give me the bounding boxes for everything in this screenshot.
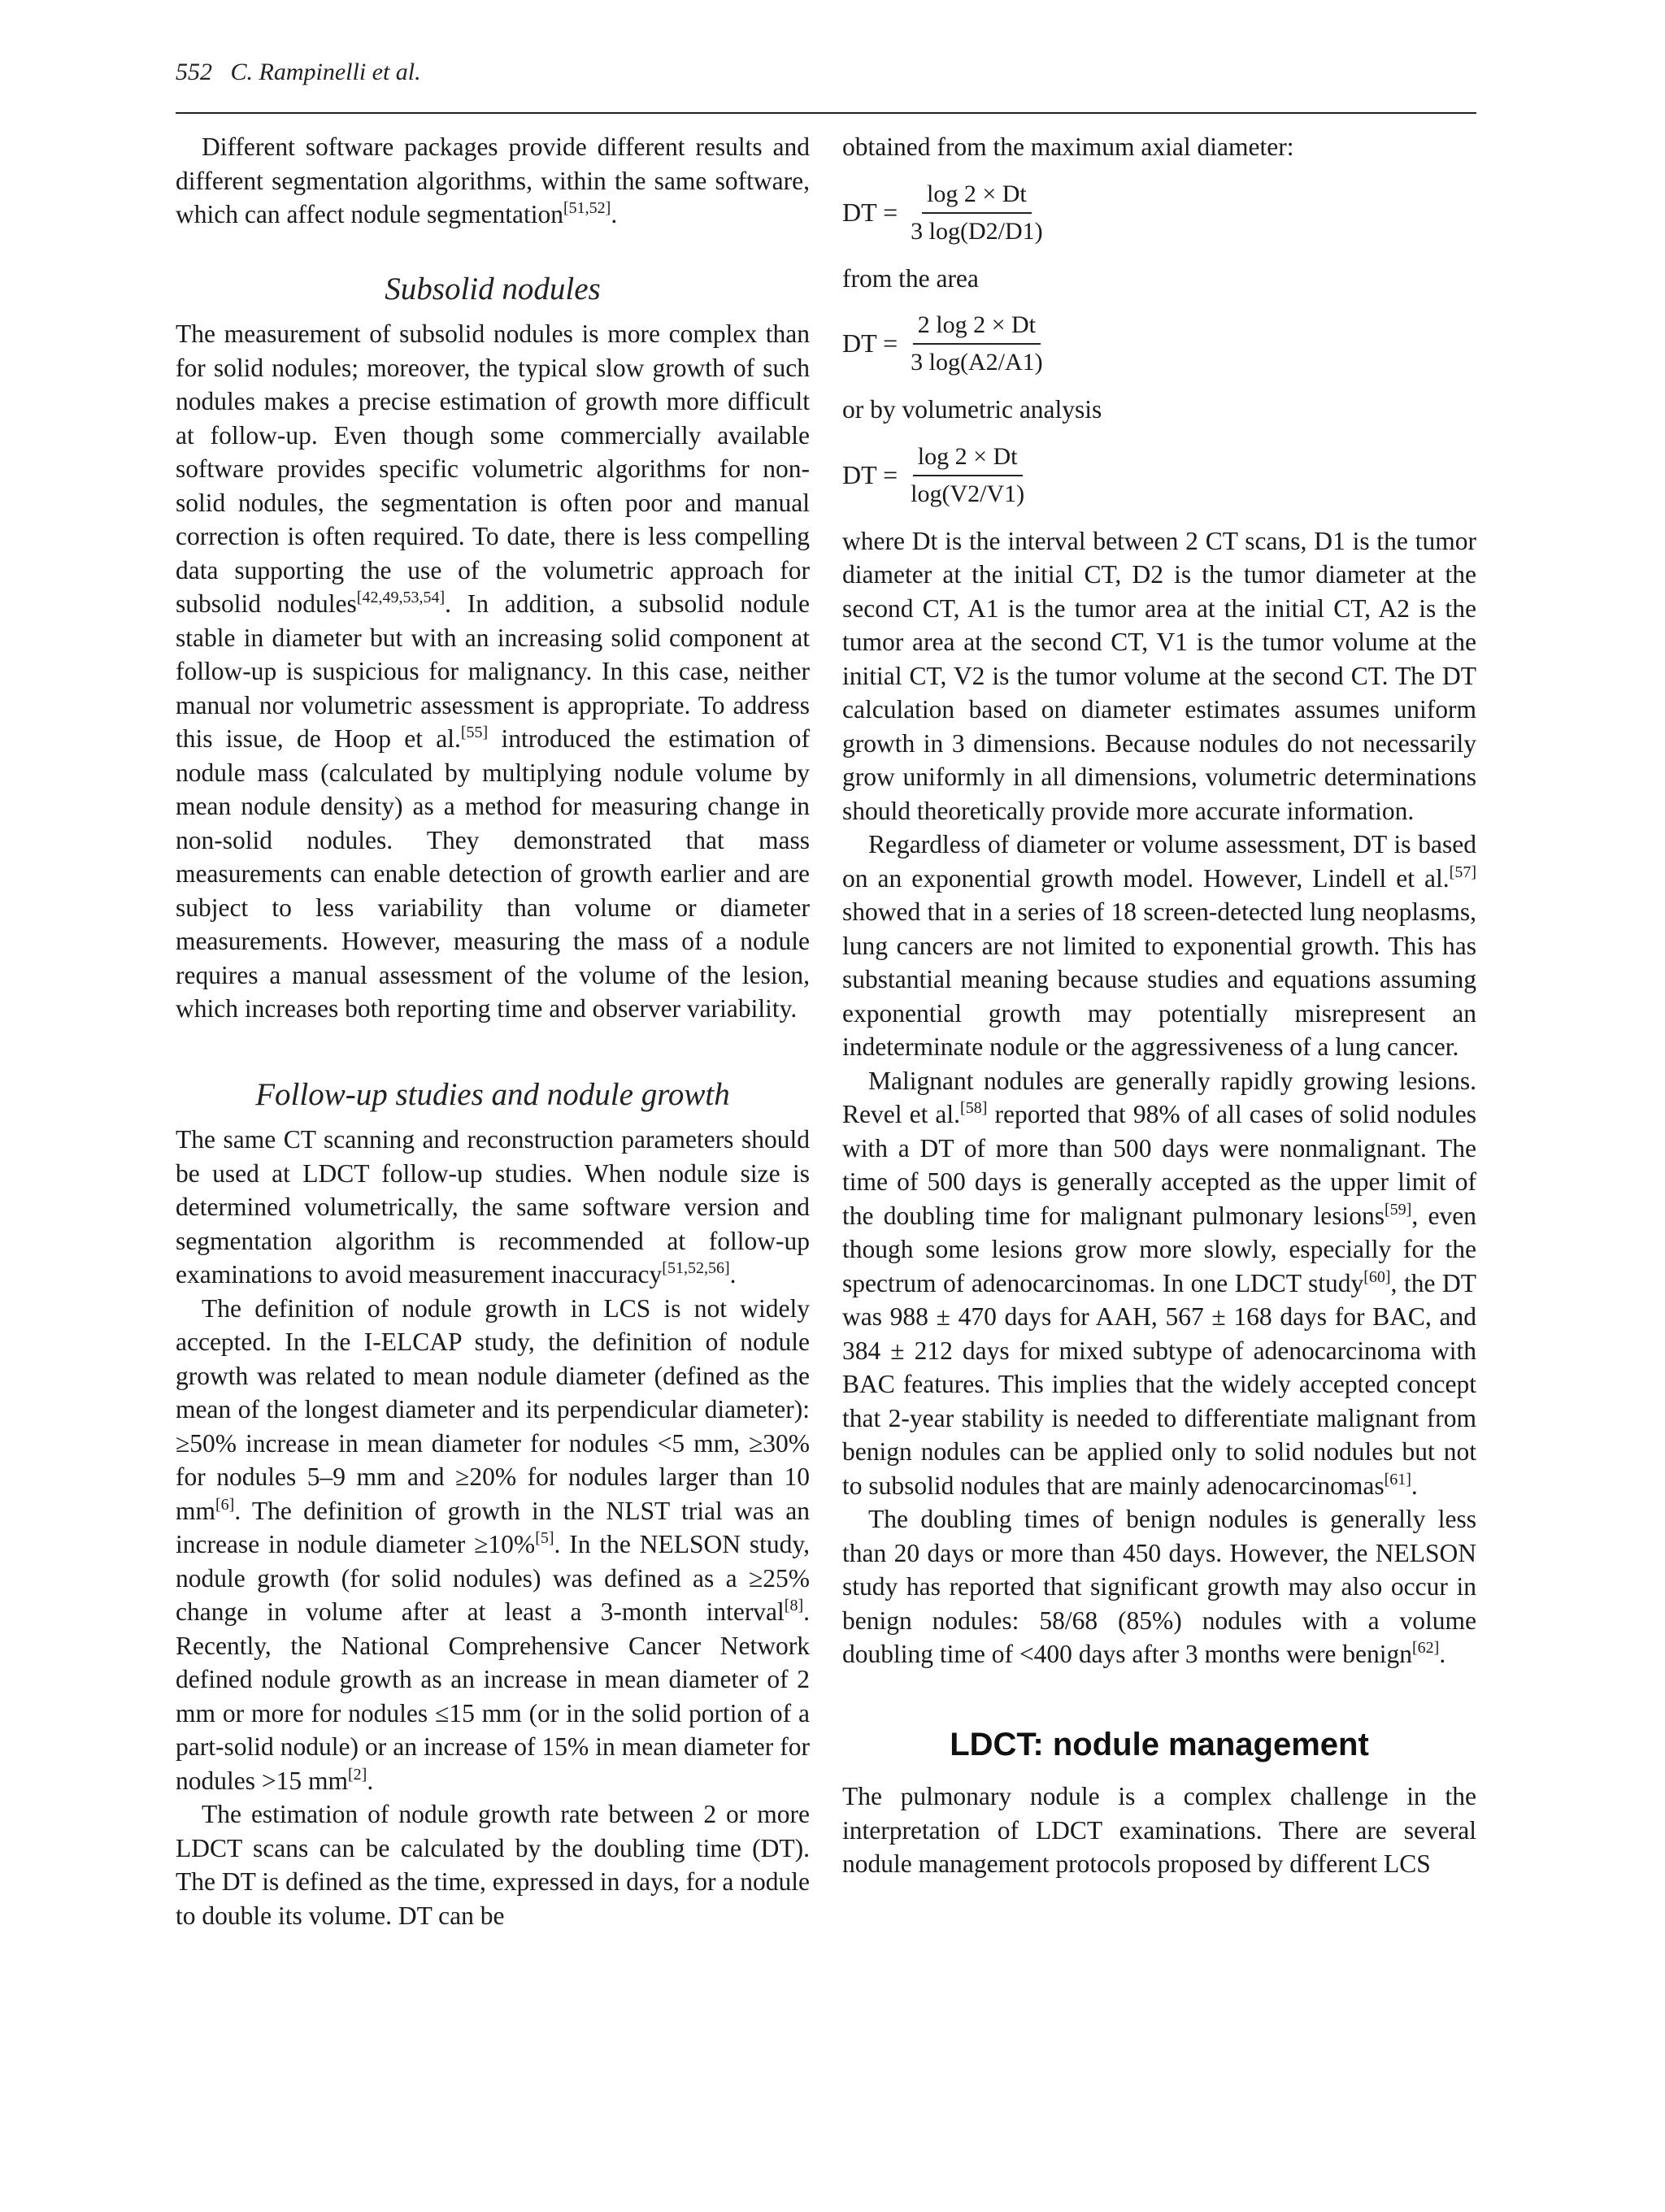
- citation: [59]: [1385, 1200, 1412, 1219]
- citation: [51,52]: [563, 199, 611, 217]
- citation: [58]: [960, 1099, 988, 1117]
- section-heading-followup: Follow-up studies and nodule growth: [255, 1076, 730, 1112]
- citation: [55]: [460, 724, 489, 741]
- citation: [5]: [535, 1529, 554, 1547]
- paragraph-area-intro: from the area: [842, 263, 979, 293]
- running-authors: C. Rampinelli et al.: [230, 59, 421, 85]
- section-heading-ldct: LDCT: nodule management: [950, 1726, 1369, 1762]
- equation-numerator: log 2 × Dt: [922, 180, 1032, 214]
- right-column: [842, 130, 1476, 1881]
- paragraph-software: Different software packages provide different results and different segmentation algorithms, within the same software, which can affect nodule segmentation[51,52].: [176, 133, 810, 228]
- citation: [60]: [1363, 1267, 1391, 1286]
- equation-denominator: 3 log(D2/D1): [911, 217, 1043, 245]
- equation-numerator: log 2 × Dt: [913, 442, 1023, 476]
- paragraph-doubling-time: The estimation of nodule growth rate between 2 or more LDCT scans can be calculated by the doubling time (DT). The DT is defined as the time, expressed in days, for a nodule to double its volume. DT can be: [176, 1800, 810, 1930]
- paragraph-benign-nodules: The doubling times of benign nodules is generally less than 20 days or more than 450 days. However, the NELSON study has reported that significant growth may also occur in benign nodules: 58/68 (85%) nodules with a volume doubling time of <400 days after 3 months were benign[62].: [842, 1505, 1476, 1668]
- paragraph-volume-intro: or by volumetric analysis: [842, 395, 1102, 424]
- page-number: 552: [176, 59, 212, 85]
- paragraph-nodule-management: The pulmonary nodule is a complex challenge in the interpretation of LDCT examinations. There are several nodule management protocols proposed by different LCS: [842, 1782, 1476, 1878]
- citation: [62]: [1412, 1639, 1440, 1657]
- citation: [51,52,56]: [662, 1259, 730, 1277]
- paragraph-diameter-intro: obtained from the maximum axial diameter:: [842, 133, 1294, 161]
- citation: [2]: [348, 1765, 367, 1784]
- paragraph-growth-definition: The definition of nodule growth in LCS is not widely accepted. In the I-ELCAP study, the definition of nodule growth was related to mean nodule diameter (defined as the mean of the longest diameter and its perpendicular diameter): ≥50% increase in mean diameter for nodules <5 mm, ≥30% for nodules 5–9 mm and ≥20% for nodules larger than 10 mm[6]. The definition of growth in the NLST trial was an increase in nodule diameter ≥10%[5]. In the NELSON study, nodule growth (for solid nodules) was defined as a ≥25% change in volume after at least a 3-month interval[8]. Recently, the National Comprehensive Cancer Network defined nodule growth as an increase in mean diameter of 2 mm or more for nodules ≤15 mm (or in the solid portion of a part-solid nodule) or an increase of 15% in mean diameter for nodules >15 mm[2].: [176, 1293, 810, 1795]
- left-column: [176, 130, 810, 1932]
- header-rule: [176, 112, 1476, 114]
- equation-diameter: DT = $\frac{\log 2 \times Dt}{3 \log(D2/D1)}$: [842, 164, 1476, 262]
- citation: [42,49,53,54]: [356, 589, 446, 606]
- equation-numerator: 2 log 2 × Dt: [913, 311, 1041, 345]
- paragraph-malignant-nodules: Malignant nodules are generally rapidly growing lesions. Revel et al.[58] reported that 98% of all cases of solid nodules with a DT of more than 500 days were nonmalignant. The time of 500 days is generally accepted as the upper limit of the doubling time for malignant pulmonary lesions[59], even though some lesions grow more slowly, especially for the spectrum of adenocarcinomas. In one LDCT study[60], the DT was 988 ± 470 days for AAH, 567 ± 168 days for BAC, and 384 ± 212 days for mixed subtype of adenocarcinoma with BAC features. This implies that the widely accepted concept that 2-year stability is needed to differentiate malignant from benign nodules can be applied only to solid nodules but not to subsolid nodules that are mainly adenocarcinomas[61].: [842, 1066, 1476, 1500]
- paragraph-exponential-model: Regardless of diameter or volume assessment, DT is based on an exponential growth model. However, Lindell et al.[57] showed that in a series of 18 screen-detected lung neoplasms, lung cancers are not limited to exponential growth. This has substantial meaning because studies and equations assuming exponential growth may potentially misrepresent an indeterminate nodule or the aggressiveness of a lung cancer.: [842, 830, 1476, 1061]
- section-heading-subsolid: Subsolid nodules: [385, 271, 601, 306]
- citation: [8]: [784, 1597, 804, 1614]
- citation: [57]: [1449, 863, 1476, 881]
- paragraph-ct-parameters: The same CT scanning and reconstruction parameters should be used at LDCT follow-up studies. When nodule size is determined volumetrically, the same software version and segmentation algorithm is recommended at follow-up examinations to avoid measurement inaccuracy[51,52,56].: [176, 1125, 810, 1289]
- citation: [61]: [1384, 1470, 1411, 1488]
- equation-area: DT = $\frac{2 \log 2 \times Dt}{3 \log(A2/A1)}$: [842, 295, 1476, 393]
- paragraph-subsolid: The measurement of subsolid nodules is more complex than for solid nodules; moreover, the typical slow growth of such nodules makes a precise estimation of growth more difficult at follow-up. Even though some commercially available software provides specific volumetric algorithms for non-solid nodules, the segmentation is often poor and manual correction is often required. To date, there is less compelling data supporting the use of the volumetric approach for subsolid nodules[42,49,53,54]. In addition, a subsolid nodule stable in diameter but with an increasing solid component at follow-up is suspicious for malignancy. In this case, neither manual nor volumetric assessment is appropriate. To address this issue, de Hoop et al.[55] introduced the estimation of nodule mass (calculated by multiplying nodule volume by mean nodule density) as a method for measuring change in non-solid nodules. They demonstrated that mass measurements can enable detection of growth earlier and are subject to less variability than volume or diameter measurements. However, measuring the mass of a nodule requires a manual assessment of the volume of the lesion, which increases both reporting time and observer variability.: [176, 319, 810, 1023]
- equation-volume: DT = $\frac{\log 2 \times Dt}{\log(V2/V1)}$: [842, 427, 1476, 524]
- paragraph-where: where Dt is the interval between 2 CT scans, D1 is the tumor diameter at the initial CT, D2 is the tumor diameter at the second CT, A1 is the tumor area at the initial CT, A2 is the tumor area at the second CT, V1 is the tumor volume at the initial CT, V2 is the tumor volume at the second CT. The DT calculation based on diameter estimates assumes uniform growth in 3 dimensions. Because nodules do not necessarily grow uniformly in all dimensions, volumetric determinations should theoretically provide more accurate information.: [842, 526, 1476, 825]
- equation-denominator: 3 log(A2/A1): [911, 349, 1043, 376]
- citation: [6]: [215, 1495, 235, 1514]
- equation-denominator: log(V2/V1): [911, 480, 1025, 507]
- running-header: [176, 59, 1476, 86]
